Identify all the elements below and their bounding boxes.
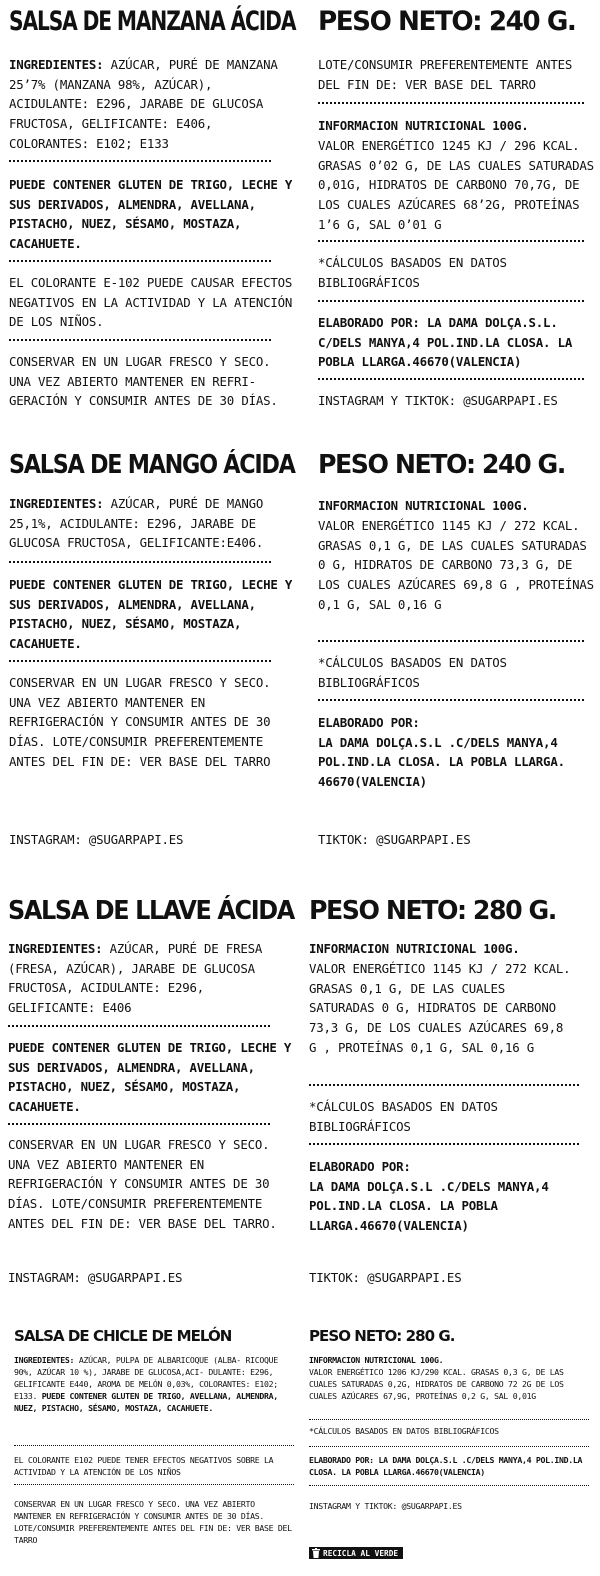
dotted-divider	[9, 561, 271, 563]
ingredients-label: INGREDIENTES:	[9, 57, 104, 72]
product-title: SALSA DE CHICLE DE MELÓN	[14, 1327, 232, 1345]
social-handle: TIKTOK: @SUGARPAPI.ES	[309, 1270, 462, 1285]
social-handle: TIKTOK: @SUGARPAPI.ES	[318, 832, 471, 847]
label-mango	[0, 440, 600, 870]
dotted-divider	[309, 1446, 589, 1447]
nutrition-facts: VALOR ENERGÉTICO 1206 KJ/290 KCAL. GRASAS 0,3 G, DE LAS CUALES SATURADAS 0,2G, HIDRATOS DE CARBONO 72 2G DE LOS CUALES AZÚCARES 67,9G, PROTEÍNAS 0,2 G, SAL 0,01G	[309, 1367, 564, 1402]
producer-info: ELABORADO POR: LA DAMA DOLÇA.S.L .C/DELS MANYA,4 POL.IND.LA CLOSA. LA POBLA LLARGA.46670(VALENCIA)	[309, 1455, 583, 1478]
ingredients-text: AZÚCAR, PULPA DE ALBARICOQUE (ALBA- RICOQUE 90%, AZÚCAR 10 %), JARABE DE GLUCOSA,ACI- DULANTE: E296, GELIFICANTE E440, AROMA DE MELÓN 0,03%, COLORANTES: E102; E133.	[14, 1355, 278, 1402]
producer-info: ELABORADO POR: LA DAMA DOLÇA.S.L .C/DELS MANYA,4 POL.IND.LA CLOSA. LA POBLA LLARGA. 46670(VALENCIA)	[318, 715, 565, 790]
social-handle: INSTAGRAM: @SUGARPAPI.ES	[9, 832, 184, 847]
colorant-warning: EL COLORANTE E102 PUEDE TENER EFECTOS NEGATIVOS SOBRE LA ACTIVIDAD Y LA ATENCIÓN DE LOS NIÑOS	[14, 1455, 274, 1478]
dotted-divider	[9, 260, 271, 262]
nutrition-title: INFORMACION NUTRICIONAL 100G.	[309, 1355, 444, 1365]
producer-info: ELABORADO POR: LA DAMA DOLÇA.S.L .C/DELS MANYA,4 POL.IND.LA CLOSA. LA POBLA LLARGA.46670(VALENCIA)	[309, 1159, 549, 1234]
storage-instructions: CONSERVAR EN UN LUGAR FRESCO Y SECO. UNA VEZ ABIERTO MANTENER EN REFRIGERACIÓN Y CONSUMIR ANTES DE 30 DÍAS. LOTE/CONSUMIR PREFERENTEMENTE ANTES DEL FIN DE: VER BASE DEL TARRO	[9, 675, 271, 769]
dotted-divider	[318, 300, 584, 302]
allergen-warning: PUEDE CONTENER GLUTEN DE TRIGO, LECHE Y SUS DERIVADOS, ALMENDRA, AVELLANA, PISTACHO, NUEZ, SÉSAMO, MOSTAZA, CACAHUETE.	[9, 177, 293, 252]
net-weight: PESO NETO: 280 G.	[309, 1327, 455, 1345]
dotted-divider	[318, 699, 584, 701]
calc-note: *CÁLCULOS BASADOS EN DATOS BIBLIOGRÁFICOS	[318, 255, 507, 290]
ingredients	[9, 494, 299, 553]
dotted-divider	[309, 1143, 579, 1145]
dotted-divider	[8, 1025, 270, 1027]
dotted-divider	[309, 1084, 579, 1086]
producer-info: ELABORADO POR: LA DAMA DOLÇA.S.L. C/DELS MANYA,4 POL.IND.LA CLOSA. LA POBLA LLARGA.46670(VALENCIA)	[318, 315, 573, 370]
nutrition-facts: VALOR ENERGÉTICO 1145 KJ / 272 KCAL. GRASAS 0,1 G, DE LAS CUALES SATURADAS 0 G, HIDRATOS DE CARBONO 73,3 G, DE LOS CUALES AZÚCARES 69,8 G , PROTEÍNAS 0,1 G, SAL 0,16 G	[318, 518, 594, 612]
ingredients-text: AZÚCAR, PURÉ DE MANGO 25,1%, ACIDULANTE: E296, JARABE DE GLUCOSA FRUCTOSA, GELIFICANTE:E406.	[9, 496, 264, 551]
ingredients-label: INGREDIENTES:	[9, 496, 104, 511]
dotted-divider	[14, 1484, 294, 1485]
trash-bin-icon	[312, 1548, 320, 1558]
allergen-warning: PUEDE CONTENER GLUTEN DE TRIGO, LECHE Y SUS DERIVADOS, ALMENDRA, AVELLANA, PISTACHO, NUEZ, SÉSAMO, MOSTAZA, CACAHUETE.	[9, 577, 293, 652]
dotted-divider	[8, 1123, 270, 1125]
ingredients	[9, 55, 299, 154]
ingredients	[14, 1354, 296, 1414]
dotted-divider	[318, 102, 584, 104]
nutrition-title: INFORMACION NUTRICIONAL 100G.	[309, 941, 520, 956]
net-weight: PESO NETO: 240 G.	[318, 450, 565, 480]
calc-note: *CÁLCULOS BASADOS EN DATOS BIBLIOGRÁFICOS	[309, 1099, 498, 1134]
ingredients-text: AZÚCAR, PURÉ DE MANZANA 25’7% (MANZANA 98%, AZÚCAR), ACIDULANTE: E296, JARABE DE GLUCOSA FRUCTOSA, GELIFICANTE: E406, COLORANTES: E102; E133	[9, 57, 278, 151]
dotted-divider	[309, 1419, 589, 1420]
dotted-divider	[318, 378, 584, 380]
net-weight: PESO NETO: 280 G.	[309, 896, 556, 926]
storage-instructions: CONSERVAR EN UN LUGAR FRESCO Y SECO. UNA VEZ ABIERTO MANTENER EN REFRIGERACIÓN Y CONSUMIR ANTES DE 30 DÍAS. LOTE/CONSUMIR PREFERENTEMENTE ANTES DEL FIN DE: VER BASE DEL TARRO.	[8, 1137, 277, 1231]
label-manzana	[0, 0, 600, 420]
storage-instructions: CONSERVAR EN UN LUGAR FRESCO Y SECO. UNA VEZ ABIERTO MANTENER EN REFRIGERACIÓN Y CONSUMIR ANTES DE 30 DÍAS. LOTE/CONSUMIR PREFERENTEMENTE ANTES DEL FIN DE: VER BASE DEL TARRO	[14, 1499, 292, 1546]
dotted-divider	[9, 660, 271, 662]
nutrition-title: INFORMACION NUTRICIONAL 100G.	[318, 498, 529, 513]
dotted-divider	[14, 1445, 294, 1446]
label-chicle-melon	[0, 1318, 600, 1576]
nutrition-title: INFORMACION NUTRICIONAL 100G.	[318, 118, 529, 133]
dotted-divider	[9, 339, 271, 341]
nutrition-facts: VALOR ENERGÉTICO 1245 KJ / 296 KCAL. GRASAS 0’02 G, DE LAS CUALES SATURADAS 0,01G, HIDRATOS DE CARBONO 70,7G, DE LOS CUALES AZÚCARES 68’2G, PROTEÍNAS 1’6 G, SAL 0’01 G	[318, 138, 594, 232]
ingredients-text: AZÚCAR, PURÉ DE FRESA (FRESA, AZÚCAR), JARABE DE GLUCOSA FRUCTOSA, ACIDULANTE: E296, GELIFICANTE: E406	[8, 941, 263, 1016]
product-title: SALSA DE LLAVE ÁCIDA	[8, 896, 294, 926]
colorant-warning: EL COLORANTE E-102 PUEDE CAUSAR EFECTOS NEGATIVOS EN LA ACTIVIDAD Y LA ATENCIÓN DE LOS NIÑOS.	[9, 275, 293, 330]
dotted-divider	[318, 640, 584, 642]
product-title: SALSA DE MANGO ÁCIDA	[9, 450, 295, 480]
ingredients-label: INGREDIENTES:	[8, 941, 103, 956]
nutrition-facts: VALOR ENERGÉTICO 1145 KJ / 272 KCAL. GRASAS 0,1 G, DE LAS CUALES SATURADAS 0 G, HIDRATOS DE CARBONO 73,3 G, DE LOS CUALES AZÚCARES 69,8 G , PROTEÍNAS 0,1 G, SAL 0,16 G	[309, 961, 571, 1055]
social-handle: INSTAGRAM: @SUGARPAPI.ES	[8, 1270, 183, 1285]
social-handle: INSTAGRAM Y TIKTOK: @SUGARPAPI.ES	[318, 393, 558, 408]
calc-note: *CÁLCULOS BASADOS EN DATOS BIBLIOGRÁFICOS	[309, 1426, 499, 1436]
storage-instructions: CONSERVAR EN UN LUGAR FRESCO Y SECO. UNA VEZ ABIERTO MANTENER EN REFRI- GERACIÓN Y CONSUMIR ANTES DE 30 DÍAS.	[9, 354, 278, 409]
calc-note: *CÁLCULOS BASADOS EN DATOS BIBLIOGRÁFICOS	[318, 655, 507, 690]
dotted-divider	[309, 1485, 589, 1486]
product-title: SALSA DE MANZANA ÁCIDA	[9, 6, 296, 37]
allergen-warning: PUEDE CONTENER GLUTEN DE TRIGO, LECHE Y SUS DERIVADOS, ALMENDRA, AVELLANA, PISTACHO, NUEZ, SÉSAMO, MOSTAZA, CACAHUETE.	[8, 1040, 292, 1115]
net-weight: PESO NETO: 240 G.	[318, 6, 576, 37]
lot-info: LOTE/CONSUMIR PREFERENTEMENTE ANTES DEL FIN DE: VER BASE DEL TARRO	[318, 57, 573, 92]
recycle-text: RECICLA AL VERDE	[323, 1548, 399, 1558]
ingredients	[8, 939, 298, 1018]
allergen-warning: PUEDE CONTENER GLUTEN DE TRIGO, AVELLANA, ALMENDRA, NUEZ, PISTACHO, SÉSAMO, MOSTAZA, CACAHUETE.	[14, 1391, 278, 1414]
social-handle: INSTAGRAM Y TIKTOK: @SUGARPAPI.ES	[309, 1501, 462, 1511]
recycle-badge	[309, 1547, 403, 1559]
dotted-divider	[9, 160, 271, 162]
label-llave	[0, 888, 600, 1298]
ingredients-label: INGREDIENTES:	[14, 1355, 75, 1365]
dotted-divider	[318, 240, 584, 242]
